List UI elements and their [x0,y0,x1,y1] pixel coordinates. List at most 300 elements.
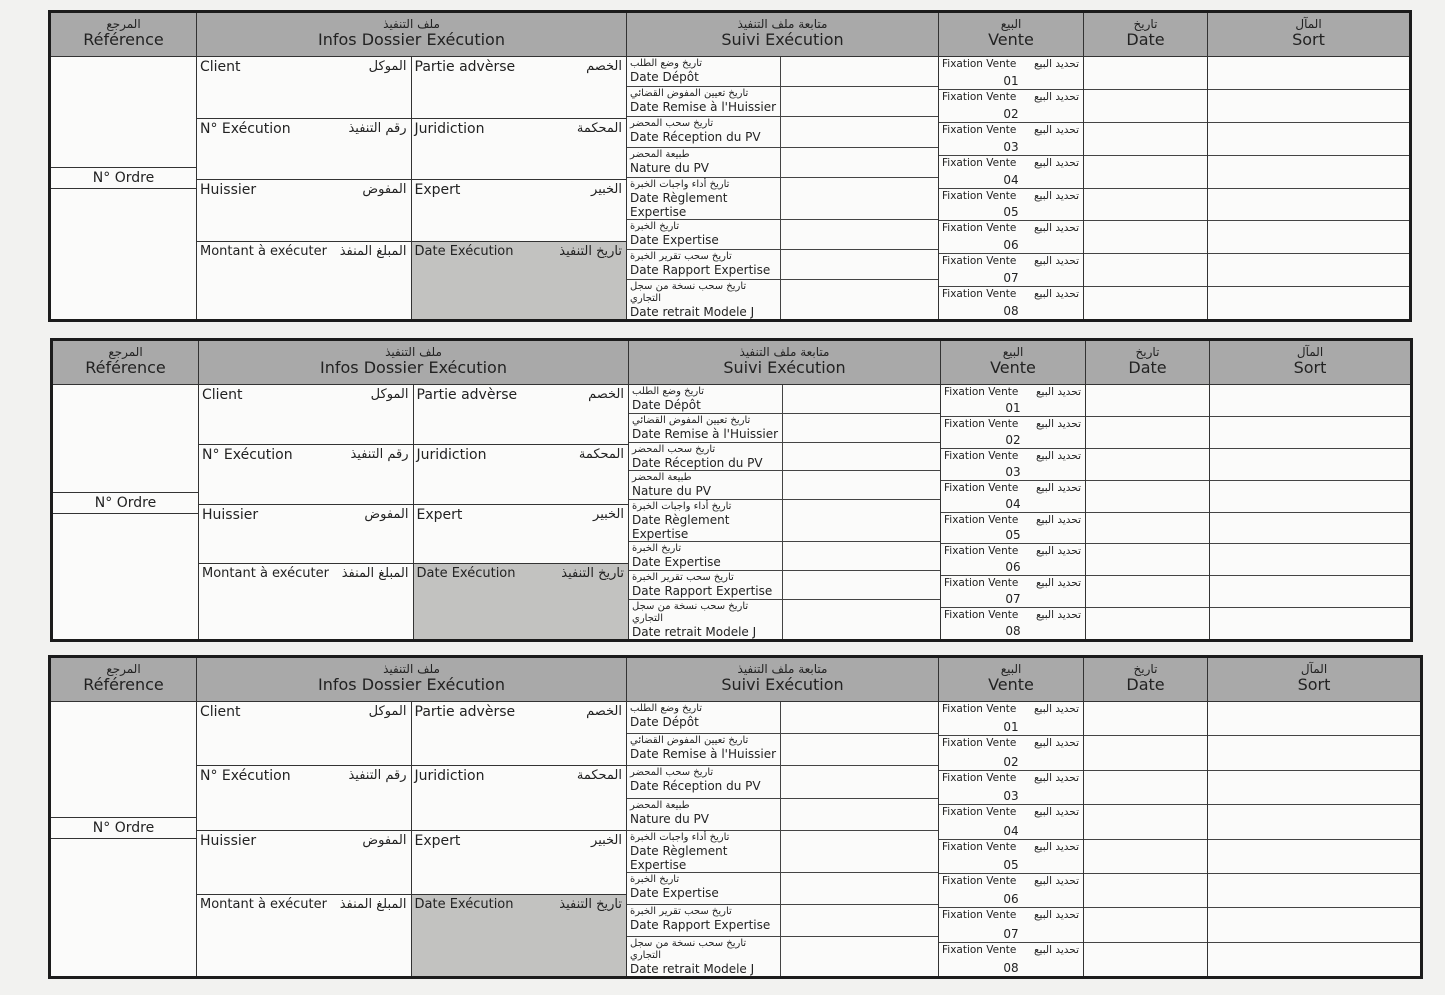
field-label-french: Date Exécution [414,243,514,259]
sort-field[interactable] [1210,608,1410,639]
vente-label-arabic: تحديد البيع [1033,58,1079,70]
sort-field[interactable] [1208,943,1420,976]
column-header-sort [1210,341,1410,385]
suivi-label-french: Date retrait Modele J [630,305,755,320]
suivi-row [629,414,940,443]
header-arabic: متابعة ملف التنفيذ [739,345,830,359]
info-field-1[interactable] [197,702,412,766]
vente-row[interactable] [941,449,1085,481]
vente-row[interactable] [941,608,1085,639]
vente-number: 06 [1003,892,1019,907]
header-arabic: البيع [1002,345,1024,359]
header-french: Date [1126,675,1165,694]
header-arabic: البيع [1000,17,1022,31]
vente-number: 05 [1003,205,1019,220]
vente-row[interactable] [939,287,1083,319]
suivi-label-arabic: تاريخ تعيين المفوض القضائي [630,88,749,100]
suivi-value-field[interactable] [783,542,940,570]
vente-row[interactable] [939,57,1083,90]
vente-row[interactable] [939,189,1083,222]
field-label-arabic: المفوض [362,832,407,848]
header-arabic: تاريخ [1133,17,1158,31]
sort-field[interactable] [1210,385,1410,417]
suivi-row [629,385,940,414]
vente-row[interactable] [939,805,1083,839]
vente-label-french: Fixation Vente [942,58,1017,70]
date-field[interactable] [1086,385,1209,417]
vente-number: 03 [1005,464,1021,479]
suivi-label-arabic: تاريخ الخبرة [630,873,680,885]
suivi-label-arabic: تاريخ تعيين المفوض القضائي [632,414,751,426]
suivi-label-arabic: تاريخ وضع الطلب [632,386,705,397]
field-label-arabic: الموكل [368,59,407,74]
vente-row[interactable] [939,123,1083,156]
suivi-row-label [629,542,783,570]
field-label-french: Partie advèrse [414,704,516,720]
vente-label-french: Fixation Vente [942,288,1017,301]
date-field[interactable] [1084,57,1207,90]
column-header-suivi [627,13,938,57]
suivi-rows [627,702,938,976]
suivi-label-french: Date Rapport Expertise [630,917,771,932]
date-field[interactable] [1084,805,1207,839]
suivi-label-french: Nature du PV [630,160,709,175]
vente-label-french: Fixation Vente [942,840,1017,853]
field-label-arabic: تاريخ التنفيذ [559,243,622,259]
suivi-value-field[interactable] [783,385,940,413]
info-field-2[interactable] [414,385,629,445]
date-field[interactable] [1084,943,1207,976]
vente-row[interactable] [939,874,1083,908]
suivi-row [627,178,938,220]
suivi-value-field[interactable] [781,57,938,86]
vente-label-arabic: تحديد البيع [1035,609,1081,622]
info-field-3[interactable] [197,766,412,830]
vente-label-arabic: تحديد البيع [1033,189,1079,202]
info-field-1[interactable] [197,57,412,119]
field-label-french: Partie advèrse [414,59,516,75]
vente-label-french: Fixation Vente [944,449,1019,462]
suivi-row [627,905,938,937]
vente-column [939,658,1084,976]
column-header-suivi [629,341,940,385]
suivi-row-label [627,734,781,765]
info-field-4[interactable] [412,119,627,181]
vente-label-french: Fixation Vente [944,513,1019,526]
info-field-5[interactable] [199,505,414,565]
vente-label-french: Fixation Vente [942,771,1017,784]
info-field-6[interactable] [412,831,627,895]
header-arabic: ملف التنفيذ [383,662,440,676]
record-block [48,655,1423,979]
header-french: Vente [988,675,1034,694]
column-header-vente [941,341,1085,385]
vente-row[interactable] [939,771,1083,805]
sort-field[interactable] [1210,417,1410,449]
vente-row[interactable] [939,221,1083,254]
field-label-arabic: رقم التنفيذ [348,768,407,784]
vente-row[interactable] [939,908,1083,942]
vente-row[interactable] [939,840,1083,874]
vente-row[interactable] [939,736,1083,770]
suivi-label-arabic: تاريخ تعيين المفوض القضائي [630,735,749,747]
suivi-value-field[interactable] [781,734,938,765]
header-arabic: تاريخ [1135,345,1160,359]
vente-number: 06 [1003,238,1019,253]
date-field[interactable] [1086,608,1209,639]
vente-label-arabic: تحديد البيع [1035,386,1081,398]
info-field-5[interactable] [197,180,412,242]
suivi-column [629,341,941,639]
suivi-label-arabic: تاريخ أداء واجبات الخبرة [632,501,732,513]
suivi-row-label [627,799,781,830]
vente-row[interactable] [939,90,1083,123]
header-french: Référence [85,358,166,377]
suivi-value-field[interactable] [781,178,938,219]
suivi-value-field[interactable] [781,250,938,279]
vente-label-arabic: تحديد البيع [1033,123,1079,136]
suivi-row-label [627,702,781,733]
sort-field[interactable] [1208,805,1420,839]
suivi-value-field[interactable] [781,905,938,936]
vente-number: 01 [1003,720,1019,735]
suivi-value-field[interactable] [781,873,938,904]
info-field-5[interactable] [197,831,412,895]
suivi-label-french: Date Réception du PV [630,130,761,145]
sort-field[interactable] [1208,840,1420,874]
info-field-3[interactable] [197,119,412,181]
sort-column [1208,658,1420,976]
suivi-row-label [629,471,783,499]
date-field[interactable] [1086,576,1209,608]
date-field[interactable] [1084,254,1207,287]
suivi-row-label [629,443,783,471]
date-column [1086,341,1210,639]
suivi-value-field[interactable] [783,600,940,639]
suivi-label-arabic: تاريخ سحب المحضر [630,767,714,779]
vente-number: 04 [1003,823,1019,838]
field-label-arabic: المحكمة [576,768,622,784]
info-field-2[interactable] [412,702,627,766]
header-french: Sort [1292,30,1325,49]
vente-column [941,341,1086,639]
field-label-french: Date Exécution [414,897,514,913]
suivi-value-field[interactable] [781,937,938,976]
info-field-6[interactable] [414,505,629,565]
suivi-label-arabic: تاريخ سحب المحضر [630,118,714,130]
vente-label-arabic: تحديد البيع [1035,481,1081,494]
suivi-column [627,658,939,976]
field-label-arabic: المفوض [364,506,409,522]
vente-label-french: Fixation Vente [944,417,1019,430]
suivi-value-field[interactable] [783,571,940,599]
vente-label-french: Fixation Vente [942,909,1017,922]
info-field-1[interactable] [199,385,414,445]
date-field[interactable] [1084,874,1207,908]
field-label-french: Partie advèrse [416,387,518,403]
date-field[interactable] [1086,417,1209,449]
sort-field[interactable] [1210,449,1410,481]
field-label-arabic: رقم التنفيذ [348,120,407,136]
date-field[interactable] [1084,908,1207,942]
suivi-label-french: Date Expertise [630,885,719,900]
header-french: Date [1126,30,1165,49]
date-field[interactable] [1084,90,1207,123]
sort-field[interactable] [1208,771,1420,805]
info-field-7[interactable] [199,564,414,639]
suivi-value-field[interactable] [781,220,938,249]
info-field-2[interactable] [412,57,627,119]
suivi-row [627,734,938,766]
vente-number: 08 [1003,304,1019,318]
suivi-row [629,600,940,639]
sort-field[interactable] [1210,513,1410,545]
suivi-row [627,799,938,831]
ordre-label: N° Ordre [51,817,196,839]
header-arabic: المآل [1300,662,1328,676]
suivi-label-french: Date Réception du PV [630,779,761,794]
suivi-label-french: Date Règlement Expertise [630,843,728,872]
vente-row[interactable] [939,156,1083,189]
header-arabic: ملف التنفيذ [385,345,442,359]
column-header-infos [197,658,626,702]
date-field[interactable] [1084,156,1207,189]
vente-row[interactable] [941,385,1085,417]
suivi-value-field[interactable] [781,87,938,116]
sort-field[interactable] [1208,156,1409,189]
sort-field[interactable] [1208,221,1409,254]
suivi-row [629,443,940,472]
sort-field[interactable] [1210,576,1410,608]
vente-label-arabic: تحديد البيع [1035,417,1081,430]
header-arabic: متابعة ملف التنفيذ [737,662,828,676]
field-label-arabic: رقم التنفيذ [350,446,409,462]
date-column [1084,13,1208,319]
vente-number: 03 [1003,139,1019,154]
info-field-4[interactable] [412,766,627,830]
vente-label-french: Fixation Vente [942,703,1017,715]
vente-label-arabic: تحديد البيع [1033,737,1079,750]
sort-field[interactable] [1210,481,1410,513]
sort-field[interactable] [1208,287,1409,319]
header-arabic: متابعة ملف التنفيذ [737,17,828,31]
suivi-label-arabic: تاريخ سحب تقرير الخبرة [632,572,734,584]
vente-label-arabic: تحديد البيع [1033,943,1079,956]
infos-grid [199,385,628,639]
sort-field[interactable] [1208,90,1409,123]
vente-label-french: Fixation Vente [942,943,1017,956]
column-header-date [1084,13,1207,57]
header-french: Vente [988,30,1034,49]
vente-label-arabic: تحديد البيع [1033,288,1079,301]
suivi-value-field[interactable] [783,471,940,499]
vente-label-french: Fixation Vente [944,577,1019,590]
column-header-reference [53,341,198,385]
reference-column [51,658,197,976]
suivi-row-label [627,87,781,116]
date-field[interactable] [1084,189,1207,222]
vente-number: 05 [1005,528,1021,543]
column-header-infos [197,13,626,57]
suivi-value-field[interactable] [781,831,938,872]
field-label-arabic: الخبير [591,832,622,848]
header-french: Infos Dossier Exécution [318,675,505,694]
suivi-label-french: Date Rapport Expertise [632,584,773,599]
suivi-row [627,831,938,873]
date-field[interactable] [1084,287,1207,319]
date-field[interactable] [1084,736,1207,770]
suivi-row-label [627,280,781,319]
header-arabic: البيع [1000,662,1022,676]
info-field-6[interactable] [412,180,627,242]
suivi-label-french: Date Expertise [632,555,721,570]
reference-column [53,341,199,639]
info-field-7[interactable] [197,242,412,319]
column-header-vente [939,13,1083,57]
header-french: Référence [83,30,164,49]
suivi-rows [627,57,938,319]
vente-label-arabic: تحديد البيع [1033,874,1079,887]
vente-row[interactable] [939,254,1083,287]
info-field-8[interactable] [414,564,629,639]
field-label-french: Huissier [200,182,257,199]
suivi-value-field[interactable] [781,117,938,146]
field-label-arabic: الخبير [591,182,622,198]
vente-number: 04 [1005,496,1021,511]
field-label-french: Montant à exécuter [200,897,327,913]
vente-row[interactable] [941,417,1085,449]
field-label-french: Juridiction [414,120,485,137]
field-label-french: Montant à exécuter [200,243,327,259]
sort-rows [1208,57,1409,319]
field-label-arabic: تاريخ التنفيذ [561,566,624,582]
suivi-label-arabic: تاريخ سحب نسخة من سجل التجاري [632,600,749,624]
vente-row[interactable] [941,513,1085,545]
reference-field[interactable] [51,702,196,976]
sort-field[interactable] [1208,736,1420,770]
infos-grid [197,57,626,319]
column-header-suivi [627,658,938,702]
vente-number: 01 [1005,400,1021,415]
vente-number: 02 [1003,106,1019,121]
vente-row[interactable] [939,943,1083,976]
vente-label-french: Fixation Vente [942,90,1017,103]
info-field-8[interactable] [412,895,627,976]
vente-number: 07 [1005,592,1021,607]
header-french: Référence [83,675,164,694]
vente-label-french: Fixation Vente [942,189,1017,202]
suivi-row [627,148,938,178]
vente-label-french: Fixation Vente [942,806,1017,819]
header-french: Infos Dossier Exécution [320,358,507,377]
suivi-value-field[interactable] [781,766,938,797]
field-label-arabic: المفوض [362,182,407,198]
vente-label-arabic: تحديد البيع [1033,90,1079,103]
vente-number: 04 [1003,172,1019,187]
suivi-row [627,280,938,319]
sort-field[interactable] [1208,908,1420,942]
date-field[interactable] [1084,221,1207,254]
suivi-row-label [627,117,781,146]
date-field[interactable] [1086,544,1209,576]
suivi-row [627,873,938,905]
sort-rows [1210,385,1410,639]
suivi-row [627,117,938,147]
suivi-label-french: Date Réception du PV [632,455,763,470]
suivi-value-field[interactable] [781,702,938,733]
record-block [50,338,1413,642]
field-label-arabic: المحكمة [576,120,622,136]
vente-number: 02 [1003,754,1019,769]
suivi-value-field[interactable] [783,500,940,541]
column-header-sort [1208,13,1409,57]
vente-row[interactable] [941,544,1085,576]
suivi-row-label [629,600,783,639]
header-french: Date [1128,358,1167,377]
column-header-date [1086,341,1209,385]
suivi-value-field[interactable] [783,443,940,471]
suivi-label-arabic: تاريخ وضع الطلب [630,703,703,714]
date-field[interactable] [1084,123,1207,156]
column-header-sort [1208,658,1420,702]
suivi-value-field[interactable] [781,799,938,830]
sort-field[interactable] [1208,702,1420,736]
sort-field[interactable] [1208,874,1420,908]
suivi-value-field[interactable] [781,148,938,177]
reference-field[interactable] [53,385,198,639]
header-arabic: ملف التنفيذ [383,17,440,31]
date-field[interactable] [1084,840,1207,874]
date-field[interactable] [1084,771,1207,805]
info-field-7[interactable] [197,895,412,976]
field-label-french: N° Exécution [202,446,293,463]
suivi-value-field[interactable] [783,414,940,442]
header-arabic: المرجع [106,662,141,676]
info-field-4[interactable] [414,445,629,505]
sort-field[interactable] [1208,57,1409,90]
sort-field[interactable] [1208,123,1409,156]
header-french: Infos Dossier Exécution [318,30,505,49]
vente-label-arabic: تحديد البيع [1035,577,1081,590]
vente-row[interactable] [939,702,1083,736]
date-field[interactable] [1086,449,1209,481]
record-block [48,10,1412,322]
vente-label-arabic: تحديد البيع [1033,771,1079,784]
vente-row[interactable] [941,576,1085,608]
suivi-rows [629,385,940,639]
sort-field[interactable] [1208,189,1409,222]
sort-field[interactable] [1210,544,1410,576]
suivi-row [627,766,938,798]
suivi-label-arabic: تاريخ سحب نسخة من سجل التجاري [630,281,747,305]
suivi-value-field[interactable] [781,280,938,319]
suivi-label-arabic: تاريخ سحب تقرير الخبرة [630,250,732,262]
field-label-french: Date Exécution [416,566,516,582]
sort-field[interactable] [1208,254,1409,287]
date-field[interactable] [1086,513,1209,545]
vente-rows [939,702,1083,976]
vente-label-french: Fixation Vente [944,386,1019,398]
suivi-label-arabic: طبيعة المحضر [632,472,692,484]
info-field-8[interactable] [412,242,627,319]
date-field[interactable] [1084,702,1207,736]
suivi-label-french: Date Dépôt [632,398,701,412]
info-field-3[interactable] [199,445,414,505]
field-label-french: Montant à exécuter [202,566,329,582]
vente-row[interactable] [941,481,1085,513]
date-field[interactable] [1086,481,1209,513]
reference-field[interactable] [51,57,196,319]
